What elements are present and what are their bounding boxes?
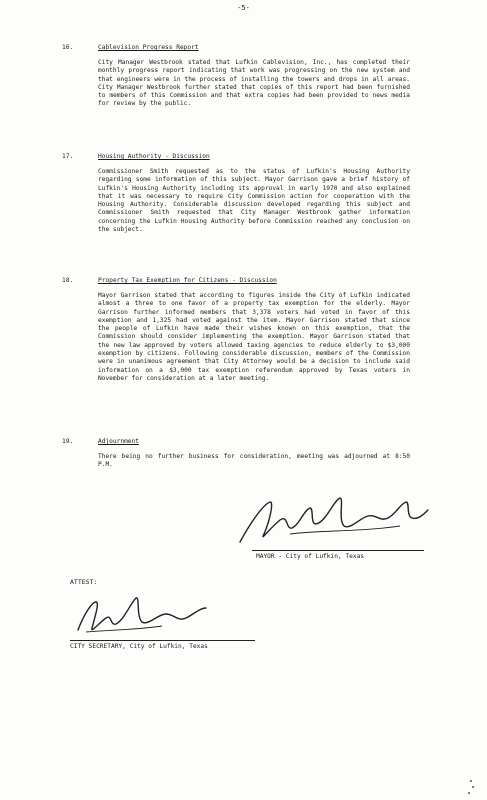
page-number: -5- [237, 4, 250, 12]
scan-speck [472, 786, 474, 788]
item-heading: Housing Authority - Discussion [98, 153, 210, 160]
item-number: 17. [62, 153, 74, 160]
minutes-item-19 [62, 438, 412, 478]
secretary-handwritten-signature [66, 592, 226, 638]
item-body: Commissioner Smith requested as to the status of Lufkin's Housing Authority regarding some information of this subject. Mayor Garrison gave a brief history of Lufkin's Housing Authority including its approval in early 1970 and also explained that it was necessary to require City Commission action for cooperation with the Housing Authority. Considerable discussion developed regarding this subject and Commissioner Smith requested that City Manager Westbrook gather information concerning the Lufkin Housing Authority before Commission reached any conclusion on the subject. [98, 168, 410, 234]
mayor-signature-block [230, 490, 430, 570]
item-body: Mayor Garrison stated that according to figures inside the City of Lufkin indicated almost a three to one favor of a property tax exemption for the elderly. Mayor Garrison further informed members that 3,378 voters had voted in favor of this exemption and 1,325 had voted against the item. Mayor Garrison stated that since the people of Lufkin have made their wishes known on this exemption, that the Commission should consider implementing the exemption. Mayor Garrison stated that the new law approved by voters allowed taxing agencies to reduce elderly to $3,000 exemption by citizens. Following considerable discussion, members of the Commission were in unanimous agreement that City Attorney would be a decision to include said information on a $3,000 tax exemption referendum approved by Texas voters in November for consideration at a later meeting. [98, 292, 410, 382]
mayor-signature-caption: MAYOR - City of Lufkin, Texas [256, 553, 365, 560]
attest-signature-block [66, 592, 266, 662]
item-number: 16. [62, 44, 74, 51]
scan-speck [468, 792, 470, 794]
scan-speck [470, 780, 472, 782]
item-heading: Cablevision Progress Report [98, 44, 199, 51]
minutes-item-18 [62, 277, 412, 437]
item-body: There being no further business for consideration, meeting was adjourned at 8:50 P.M. [98, 453, 410, 469]
minutes-item-16 [62, 44, 412, 154]
item-body: City Manager Westbrook stated that Lufkin Cablevision, Inc., has completed their monthly progress report indicating that work was progressing on the new system and that engineers were in the process of installing the towers and drops in all areas. City Manager Westbrook further stated that copies of this report had been furnished to members of this Commission and that extra copies had been provided to news media for review by the public. [98, 59, 410, 108]
item-number: 19. [62, 438, 74, 445]
attest-label: ATTEST: [70, 578, 98, 586]
item-number: 18. [62, 277, 74, 284]
item-heading: Adjournment [98, 438, 139, 445]
minutes-item-17 [62, 153, 412, 268]
attest-signature-line [70, 640, 255, 641]
mayor-signature-line [252, 550, 424, 551]
mayor-handwritten-signature [230, 490, 430, 550]
item-heading: Property Tax Exemption for Citizens - Discussion [98, 277, 277, 284]
attest-signature-caption: CITY SECRETARY, City of Lufkin, Texas [70, 643, 208, 650]
